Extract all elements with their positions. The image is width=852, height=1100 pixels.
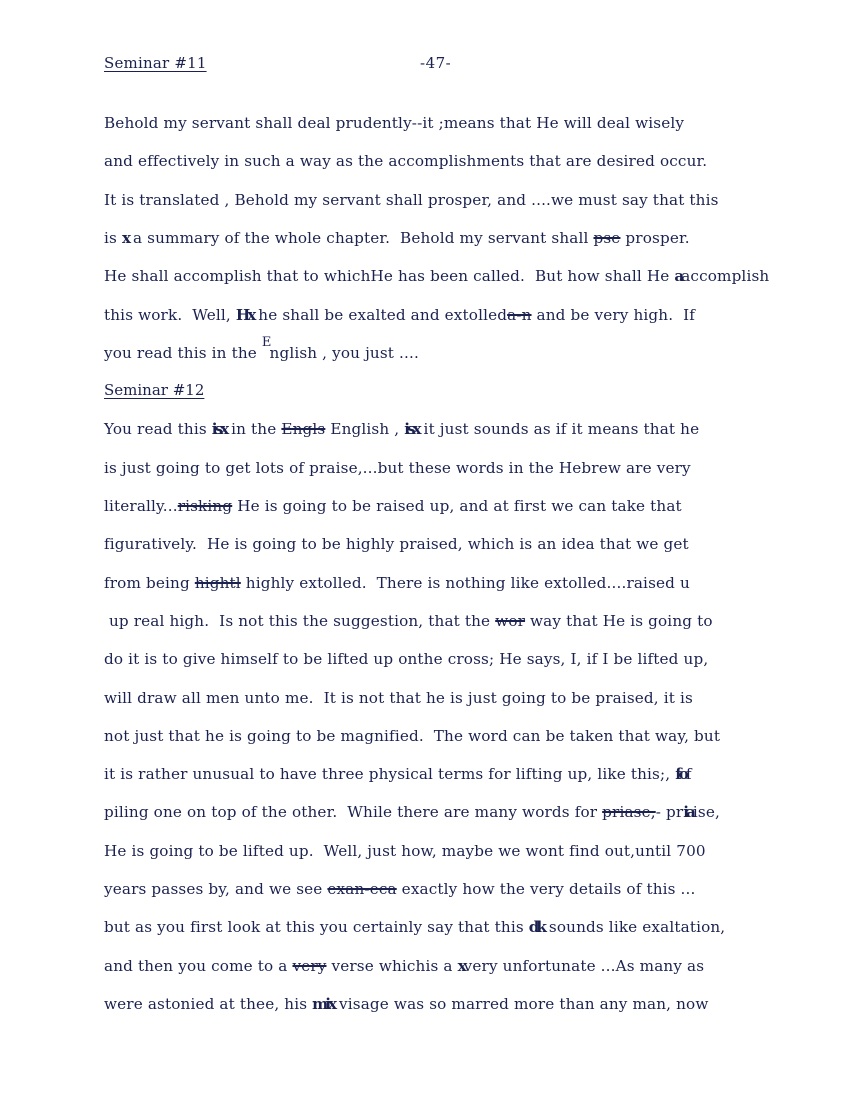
text-line bbox=[104, 190, 719, 210]
text-segment: you read this in the bbox=[104, 343, 262, 362]
overtyped-text: mix bbox=[312, 994, 335, 1013]
text-segment: will draw all men unto me. It is not that he is just going to be praised, it is bbox=[104, 688, 693, 707]
text-segment: this work. Well, bbox=[104, 305, 236, 324]
struck-out-text: Engls bbox=[281, 420, 326, 439]
overtyped-text: isx bbox=[211, 420, 227, 439]
text-segment: way that He is going to bbox=[525, 611, 713, 630]
text-segment: ise, bbox=[692, 803, 720, 822]
text-segment: is bbox=[104, 228, 122, 247]
text-line bbox=[104, 841, 706, 861]
text-segment: a summary of the whole chapter. Behold my servant shall bbox=[128, 228, 594, 247]
struck-out-text: a-n bbox=[507, 305, 532, 324]
text-line bbox=[104, 802, 720, 822]
text-line bbox=[104, 496, 682, 516]
text-segment: Behold my servant shall deal prudently--it ;means that He will deal wisely bbox=[104, 114, 685, 132]
text-segment: and then you come to a bbox=[104, 956, 293, 975]
overtyped-text: x bbox=[457, 956, 464, 975]
text-line bbox=[104, 956, 704, 976]
text-segment: It is translated , Behold my servant shall prosper, and ....we must say that this bbox=[104, 190, 719, 209]
text-segment: piling one on top of the other. While there are many words for bbox=[104, 803, 603, 822]
text-line bbox=[104, 151, 707, 171]
struck-out-text: risking bbox=[177, 497, 233, 515]
text-segment: very unfortunate ...As many as bbox=[463, 956, 705, 975]
struck-out-text: exan-eca bbox=[327, 880, 397, 898]
text-line bbox=[104, 228, 690, 248]
overtyped-text: isx bbox=[404, 420, 419, 439]
overtyped-text: Hx bbox=[235, 305, 254, 324]
overtyped-text: ia bbox=[683, 803, 693, 822]
text-segment: verse whichis a bbox=[326, 956, 458, 975]
text-segment: he shall be exalted and extolled bbox=[253, 305, 508, 324]
text-segment: years passes by, and we see bbox=[104, 880, 328, 898]
text-segment: sounds like exaltation, bbox=[543, 918, 726, 937]
text-segment: exactly how the very details of this ... bbox=[396, 880, 696, 898]
text-line bbox=[104, 764, 692, 784]
text-segment: from being bbox=[104, 573, 195, 592]
struck-out-text: very bbox=[292, 956, 327, 975]
struck-out-text: wor bbox=[495, 611, 526, 630]
inserted-letter: E bbox=[261, 334, 272, 350]
overtyped-text: x bbox=[121, 228, 128, 247]
text-segment: do it is to give himself to be lifted up onthe cross; He says, I, if I be lifted up, bbox=[104, 650, 709, 669]
text-segment: prosper. bbox=[620, 228, 690, 247]
text-segment: not just that he is going to be magnified. The word can be taken that way, but bbox=[104, 726, 721, 745]
text-line bbox=[104, 726, 720, 746]
text-segment: - pr bbox=[655, 803, 684, 822]
text-segment: it is rather unusual to have three physical terms for lifting up, like this;, bbox=[104, 765, 676, 784]
section-heading: Seminar #12 bbox=[104, 381, 205, 400]
text-segment: English , bbox=[325, 420, 405, 439]
text-line bbox=[104, 534, 689, 554]
text-segment: He is going to be lifted up. Well, just how, maybe we wont find out,until 700 bbox=[104, 841, 706, 860]
text-line bbox=[104, 458, 691, 478]
text-segment: in the bbox=[226, 420, 282, 439]
text-segment: it just sounds as if it means that he bbox=[418, 420, 700, 439]
text-segment: He shall accomplish that to whichHe has been called. But how shall He bbox=[104, 267, 675, 286]
text-line bbox=[104, 113, 684, 133]
text-line bbox=[104, 649, 708, 669]
overtyped-text: dk bbox=[528, 918, 544, 937]
text-line bbox=[104, 611, 713, 631]
text-line bbox=[104, 879, 696, 899]
text-line bbox=[104, 334, 419, 365]
text-line bbox=[104, 419, 699, 439]
text-line bbox=[104, 305, 695, 325]
text-segment: but as you first look at this you certainly say that this bbox=[104, 918, 529, 937]
overtyped-text: fo bbox=[675, 765, 686, 784]
text-segment: accomplish bbox=[681, 267, 770, 286]
struck-out-text: priase, bbox=[602, 803, 656, 822]
struck-out-text: hightl bbox=[194, 573, 241, 592]
text-line bbox=[104, 266, 769, 286]
text-segment: You read this bbox=[104, 420, 212, 439]
running-header-section: Seminar #11 bbox=[104, 54, 207, 72]
text-line bbox=[104, 917, 725, 937]
text-segment: and effectively in such a way as the accomplishments that are desired occur. bbox=[104, 152, 708, 171]
page-number: -47- bbox=[420, 54, 452, 72]
text-segment: literally... bbox=[104, 497, 178, 515]
text-segment: is just going to get lots of praise,...but these words in the Hebrew are very bbox=[104, 458, 691, 477]
text-line bbox=[104, 688, 693, 708]
text-segment: and be very high. If bbox=[531, 305, 696, 324]
text-segment: up real high. Is not this the suggestion, that the bbox=[104, 611, 496, 630]
text-line bbox=[104, 994, 709, 1014]
text-segment: were astonied at thee, his bbox=[104, 994, 313, 1013]
text-segment: figuratively. He is going to be highly praised, which is an idea that we get bbox=[104, 535, 689, 554]
overtyped-text: a bbox=[674, 267, 682, 286]
text-segment: highly extolled. There is nothing like extolled....raised u bbox=[240, 573, 690, 592]
text-segment: He is going to be raised up, and at first we can take that bbox=[232, 497, 682, 515]
text-segment: visage was so marred more than any man, now bbox=[334, 994, 709, 1013]
struck-out-text: pse bbox=[593, 228, 621, 247]
text-segment: nglish , you just .... bbox=[269, 343, 419, 362]
text-segment: f bbox=[685, 765, 692, 784]
text-line bbox=[104, 573, 690, 593]
